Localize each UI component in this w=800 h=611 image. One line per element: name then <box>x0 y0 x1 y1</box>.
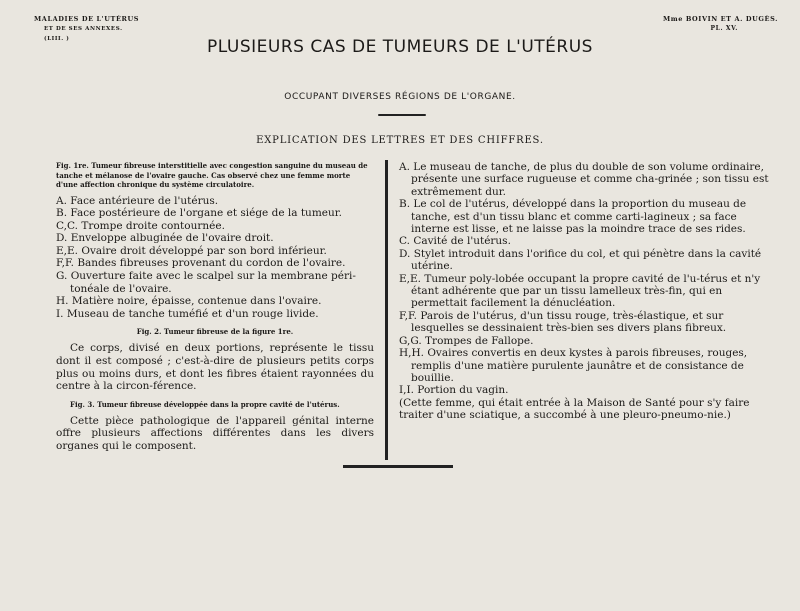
legend-item: I,I. Portion du vagin. <box>399 384 509 397</box>
column-divider <box>385 160 388 460</box>
legend-item: G. Ouverture faite avec le scalpel sur la membrane péri-tonéale de l'ovaire. <box>56 270 356 295</box>
header-right <box>663 14 778 34</box>
legend-item: C. Cavité de l'utérus. <box>399 235 511 248</box>
legend-item: G,G. Trompes de Fallope. <box>399 334 534 347</box>
fig3-text: Cette pièce pathologique de l'appareil génital interne offre plusieurs affections différentes dans les divers organes qui le composent. <box>56 414 374 452</box>
legend-item: C,C. Trompe droite contournée. <box>56 219 225 232</box>
bottom-rule <box>343 465 453 468</box>
legend-item: B. Le col de l'utérus, développé dans la proportion du museau de tanche, est d'un tissu blanc et comme carti-lagineux ; sa face interne est lisse, et ne laisse pas la moindre trace de ses rides. <box>399 198 747 236</box>
case-note: (Cette femme, qui était entrée à la Maison de Santé pour s'y faire traiter d'une sciatique, a succombé à une pleuro-pneumo-nie.) <box>399 396 750 422</box>
header-right-authors: Mme BOIVIN ET A. DUGÈS. <box>662 15 778 23</box>
legend-item: I. Museau de tanche tuméfié et d'un rouge livide. <box>56 307 319 320</box>
page-title: PLUSIEURS CAS DE TUMEURS DE L'UTÉRUS <box>207 37 593 57</box>
header-right-plate: PL. XV. <box>710 25 738 32</box>
legend-item: E,E. Tumeur poly-lobée occupant la propre cavité de l'u-térus et n'y étant adhérente que par un tissu lamelleux très-fin, qui en permettait facilement la dénucléation. <box>399 272 761 310</box>
legend-item: D. Stylet introduit dans l'orifice du col, et qui pénètre dans la cavité utérine. <box>399 247 762 273</box>
legend-item: H. Matière noire, épaisse, contenue dans l'ovaire. <box>56 295 322 308</box>
header-left-line1: MALADIES DE L'UTÉRUS <box>34 15 140 23</box>
explication-heading: EXPLICATION DES LETTRES ET DES CHIFFRES. <box>256 135 544 146</box>
legend-item: F,F. Parois de l'utérus, d'un tissu rouge, très-élastique, et sur lesquelles se dessinaient très-bien ses divers plans fibreux. <box>399 309 727 335</box>
header-left-line2: ET DE SES ANNEXES. <box>44 26 123 32</box>
fig3-caption: Fig. 3. Tumeur fibreuse développée dans la propre cavité de l'utérus. <box>70 399 340 409</box>
page-subtitle: OCCUPANT DIVERSES RÉGIONS DE L'ORGANE. <box>284 92 516 102</box>
fig1-caption: Fig. 1re. Tumeur fibreuse interstitielle avec congestion sanguine du museau de tanche et mélanose de l'ovaire gauche. Cas observé chez une femme morte d'une affection chronique du système circulatoire. <box>56 161 368 189</box>
legend-item: F,F. Bandes fibreuses provenant du cordon de l'ovaire. <box>56 257 346 270</box>
legend-item: B. Face postérieure de l'organe et siége de la tumeur. <box>56 207 342 220</box>
ornament-rule <box>378 114 426 116</box>
fig1-legend <box>56 195 374 321</box>
left-column <box>56 161 374 453</box>
fig2-text: Ce corps, divisé en deux portions, représente le tissu dont il est composé ; c'est-à-dire de plusieurs petits corps plus ou moins durs, et dont les fibres étaient rayonnées du centre à la circon-férence. <box>56 342 374 393</box>
fig2-caption: Fig. 2. Tumeur fibreuse de la figure 1re. <box>136 327 294 337</box>
legend-item: A. Face antérieure de l'utérus. <box>56 194 219 207</box>
legend-item: H,H. Ovaires convertis en deux kystes à parois fibreuses, rouges, remplis d'une matière purulente jaunâtre et de consistance de bouillie. <box>399 347 748 384</box>
legend-item: E,E. Ovaire droit développé par son bord inférieur. <box>56 244 327 257</box>
legend-item: D. Enveloppe albuginée de l'ovaire droit. <box>56 232 274 245</box>
legend-item: A. Le museau de tanche, de plus du double de son volume ordinaire, présente une surface rugueuse et comme cha-grinée ; son tissu est extrêmement dur. <box>399 161 769 198</box>
header-left-line3: (LIII. ) <box>44 36 70 42</box>
right-column <box>399 161 769 422</box>
